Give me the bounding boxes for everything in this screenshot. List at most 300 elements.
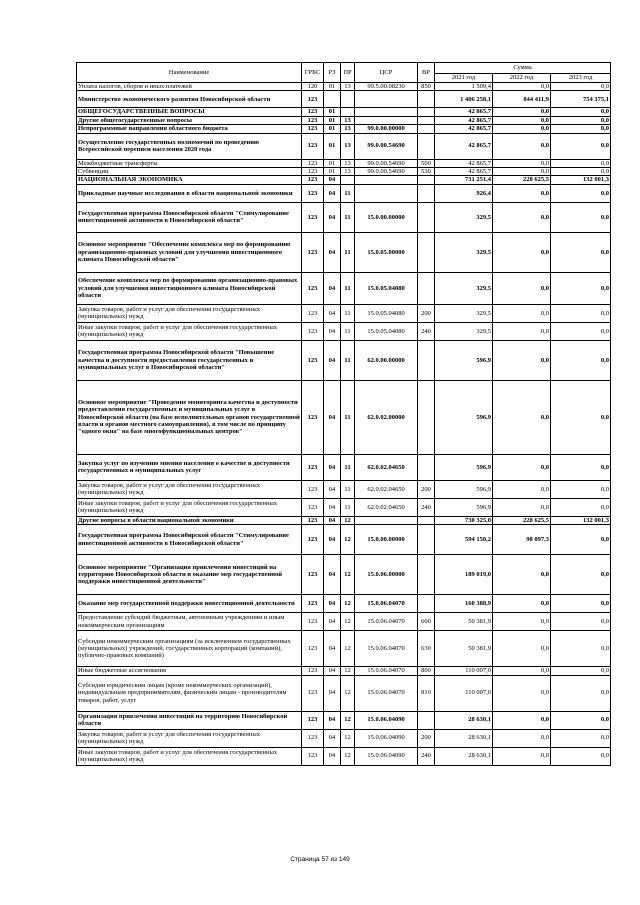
- cell-rz: 04: [324, 304, 341, 322]
- cell-csr: [355, 116, 418, 124]
- table-row: [77, 272, 611, 304]
- table-header-row: [77, 63, 611, 74]
- cell-rz: 01: [324, 159, 341, 167]
- cell-pr: 12: [341, 595, 355, 613]
- cell-2022: 0,0: [493, 380, 551, 454]
- cell-rz: 01: [324, 168, 341, 176]
- cell-vr: 630: [418, 631, 435, 667]
- cell-name: Иные бюджетные ассигнования: [77, 667, 302, 675]
- header-csr: ЦСР: [355, 63, 418, 83]
- cell-grbs: 123: [302, 711, 324, 729]
- cell-csr: 99.0.00.54690: [355, 159, 418, 167]
- cell-grbs: 123: [302, 232, 324, 272]
- cell-2023: 0,0: [551, 595, 611, 613]
- cell-grbs: 123: [302, 380, 324, 454]
- cell-2021: 42 865,7: [435, 125, 493, 133]
- cell-2021: 50 381,9: [435, 613, 493, 631]
- cell-2023: 0,0: [551, 116, 611, 124]
- table-row: [77, 340, 611, 380]
- page-number: Страница 57 из 149: [290, 856, 350, 863]
- cell-name: Иные закупки товаров, работ и услуг для обеспечения государственных (муниципальных) нужд: [77, 322, 302, 340]
- cell-grbs: 123: [302, 667, 324, 675]
- cell-vr: [418, 711, 435, 729]
- cell-2021: 596,9: [435, 498, 493, 516]
- cell-pr: 12: [341, 729, 355, 747]
- cell-rz: [324, 91, 341, 108]
- cell-vr: [418, 176, 435, 184]
- cell-2022: 228 625,5: [493, 516, 551, 524]
- table-row: [77, 184, 611, 202]
- cell-vr: [418, 380, 435, 454]
- cell-2022: 0,0: [493, 202, 551, 232]
- cell-name: Закупка товаров, работ и услуг для обеспечения государственных (муниципальных) нужд: [77, 480, 302, 498]
- cell-2023: 0,0: [551, 83, 611, 91]
- cell-pr: 11: [341, 232, 355, 272]
- cell-rz: 04: [324, 729, 341, 747]
- cell-vr: [418, 516, 435, 524]
- cell-2021: 42 865,7: [435, 133, 493, 159]
- cell-csr: [355, 176, 418, 184]
- table-row: [77, 133, 611, 159]
- cell-2023: 0,0: [551, 168, 611, 176]
- cell-rz: 04: [324, 525, 341, 555]
- cell-pr: 11: [341, 340, 355, 380]
- cell-grbs: 123: [302, 116, 324, 124]
- table-row: [77, 595, 611, 613]
- cell-name: Обеспечение комплекса мер по формированию организационно-правовых условий для улучшения инвестиционного климата Новосибирской области: [77, 272, 302, 304]
- cell-2022: 0,0: [493, 168, 551, 176]
- cell-csr: 62.0.02.00000: [355, 380, 418, 454]
- cell-csr: 99.0.00.54690: [355, 168, 418, 176]
- cell-grbs: 123: [302, 729, 324, 747]
- header-sum: Сумма: [435, 63, 611, 74]
- header-vr: ВР: [418, 63, 435, 83]
- cell-2023: 0,0: [551, 498, 611, 516]
- cell-vr: 200: [418, 729, 435, 747]
- cell-vr: [418, 184, 435, 202]
- cell-2021: 329,5: [435, 232, 493, 272]
- cell-2022: 0,0: [493, 711, 551, 729]
- cell-rz: 04: [324, 675, 341, 711]
- cell-name: Иные закупки товаров, работ и услуг для обеспечения государственных (муниципальных) нужд: [77, 498, 302, 516]
- cell-name: Государственная программа Новосибирской области "Стимулирование инвестиционной активности в Новосибирской области": [77, 202, 302, 232]
- cell-pr: 11: [341, 480, 355, 498]
- cell-csr: 15.0.06.00000: [355, 555, 418, 595]
- cell-2023: 132 001,3: [551, 516, 611, 524]
- cell-csr: 15.0.00.00000: [355, 202, 418, 232]
- cell-pr: 11: [341, 272, 355, 304]
- cell-2021: 926,4: [435, 184, 493, 202]
- table-row: [77, 747, 611, 765]
- table-row: [77, 516, 611, 524]
- cell-vr: [418, 116, 435, 124]
- cell-2021: 596,9: [435, 340, 493, 380]
- cell-name: Межбюджетные трансферты: [77, 159, 302, 167]
- cell-2022: 0,0: [493, 304, 551, 322]
- cell-2023: 0,0: [551, 108, 611, 116]
- cell-csr: 15.0.05.04080: [355, 322, 418, 340]
- cell-grbs: 123: [302, 202, 324, 232]
- cell-vr: [418, 108, 435, 116]
- cell-csr: 15.0.06.04070: [355, 595, 418, 613]
- cell-2023: 0,0: [551, 555, 611, 595]
- cell-csr: 99.0.00.54690: [355, 133, 418, 159]
- cell-csr: 62.0.00.00000: [355, 340, 418, 380]
- budget-table: [76, 62, 611, 766]
- cell-name: Осуществление государственных полномочий по проведению Всероссийской переписи населения 2020 года: [77, 133, 302, 159]
- cell-pr: 12: [341, 675, 355, 711]
- cell-pr: 12: [341, 667, 355, 675]
- cell-2022: 0,0: [493, 454, 551, 480]
- cell-2021: 1 509,4: [435, 83, 493, 91]
- cell-2023: 0,0: [551, 747, 611, 765]
- cell-pr: 12: [341, 525, 355, 555]
- cell-2022: 0,0: [493, 555, 551, 595]
- cell-name: Основное мероприятие "Проведение мониторинга качества и доступности предоставления государственных и муниципальных услуг в Новосибирской области (на базе исполнительных органов государственной власти и органов местного самоуправления), в том числе по принципу "одного окна" на базе многофункциональных центров": [77, 380, 302, 454]
- cell-2021: 50 381,9: [435, 631, 493, 667]
- cell-rz: 04: [324, 176, 341, 184]
- cell-csr: 15.0.06.04070: [355, 631, 418, 667]
- cell-rz: 04: [324, 516, 341, 524]
- table-row: [77, 498, 611, 516]
- cell-rz: 04: [324, 747, 341, 765]
- cell-2023: 0,0: [551, 159, 611, 167]
- header-year-2021: 2021 год: [435, 74, 493, 83]
- cell-csr: 99.5.00.08230: [355, 83, 418, 91]
- cell-vr: [418, 525, 435, 555]
- cell-pr: 12: [341, 631, 355, 667]
- cell-2021: 189 019,0: [435, 555, 493, 595]
- cell-2022: 98 097,3: [493, 525, 551, 555]
- cell-vr: 600: [418, 613, 435, 631]
- cell-2021: 596,9: [435, 380, 493, 454]
- cell-grbs: 123: [302, 595, 324, 613]
- cell-2021: 329,5: [435, 202, 493, 232]
- cell-vr: 810: [418, 675, 435, 711]
- cell-csr: [355, 91, 418, 108]
- cell-2022: 844 411,9: [493, 91, 551, 108]
- table-row: [77, 83, 611, 91]
- cell-2022: 0,0: [493, 498, 551, 516]
- cell-grbs: 123: [302, 525, 324, 555]
- cell-rz: 04: [324, 595, 341, 613]
- cell-2023: 0,0: [551, 729, 611, 747]
- cell-vr: [418, 202, 435, 232]
- cell-vr: 240: [418, 747, 435, 765]
- cell-2022: 0,0: [493, 340, 551, 380]
- table-row: [77, 176, 611, 184]
- header-year-2022: 2022 год: [493, 74, 551, 83]
- table-row: [77, 613, 611, 631]
- cell-vr: 200: [418, 304, 435, 322]
- cell-pr: 11: [341, 498, 355, 516]
- cell-2022: 0,0: [493, 184, 551, 202]
- cell-name: Закупка товаров, работ и услуг для обеспечения государственных (муниципальных) нужд: [77, 729, 302, 747]
- cell-name: Основное мероприятие "Обеспечение комплекса мер по формированию организационно-правовых условий для улучшения инвестиционного климата Новосибирской области": [77, 232, 302, 272]
- cell-vr: [418, 454, 435, 480]
- cell-2021: 28 630,1: [435, 747, 493, 765]
- cell-grbs: 123: [302, 613, 324, 631]
- table-row: [77, 304, 611, 322]
- cell-2023: 0,0: [551, 232, 611, 272]
- cell-2021: 42 865,7: [435, 159, 493, 167]
- cell-2023: 0,0: [551, 631, 611, 667]
- cell-2021: 42 865,7: [435, 116, 493, 124]
- cell-2021: 110 007,0: [435, 675, 493, 711]
- cell-grbs: 120: [302, 83, 324, 91]
- cell-pr: 12: [341, 747, 355, 765]
- cell-rz: 04: [324, 272, 341, 304]
- cell-2022: 0,0: [493, 631, 551, 667]
- cell-pr: 12: [341, 555, 355, 595]
- cell-grbs: 123: [302, 498, 324, 516]
- cell-rz: 04: [324, 498, 341, 516]
- cell-name: Другие общегосударственные вопросы: [77, 116, 302, 124]
- cell-2023: 0,0: [551, 184, 611, 202]
- cell-csr: 62.0.02.04650: [355, 498, 418, 516]
- cell-2022: 0,0: [493, 595, 551, 613]
- cell-csr: 15.0.06.04070: [355, 675, 418, 711]
- cell-2022: 0,0: [493, 480, 551, 498]
- cell-2021: 42 865,7: [435, 108, 493, 116]
- cell-rz: 01: [324, 133, 341, 159]
- cell-pr: 11: [341, 184, 355, 202]
- cell-rz: 01: [324, 116, 341, 124]
- cell-vr: 800: [418, 667, 435, 675]
- header-grbs: ГРБС: [302, 63, 324, 83]
- cell-grbs: 123: [302, 340, 324, 380]
- cell-vr: 530: [418, 168, 435, 176]
- cell-2023: 0,0: [551, 613, 611, 631]
- cell-vr: [418, 133, 435, 159]
- cell-name: Основное мероприятие "Организация привлечения инвестиций на территорию Новосибирской области и оказание мер государственной поддержки инвестиционной деятельности": [77, 555, 302, 595]
- cell-vr: [418, 340, 435, 380]
- cell-2021: 329,5: [435, 304, 493, 322]
- cell-pr: 13: [341, 125, 355, 133]
- cell-csr: 15.0.06.04090: [355, 747, 418, 765]
- cell-grbs: 123: [302, 454, 324, 480]
- cell-name: Министерство экономического развития Новосибирской области: [77, 91, 302, 108]
- table-row: [77, 631, 611, 667]
- cell-2021: 596,9: [435, 480, 493, 498]
- cell-csr: [355, 516, 418, 524]
- cell-grbs: 123: [302, 322, 324, 340]
- cell-grbs: 123: [302, 516, 324, 524]
- cell-pr: 12: [341, 516, 355, 524]
- cell-grbs: 123: [302, 108, 324, 116]
- cell-2022: 0,0: [493, 322, 551, 340]
- cell-csr: 15.0.06.04070: [355, 667, 418, 675]
- cell-csr: 62.0.02.04650: [355, 480, 418, 498]
- cell-vr: 240: [418, 498, 435, 516]
- cell-2022: 0,0: [493, 108, 551, 116]
- cell-rz: 04: [324, 631, 341, 667]
- cell-pr: 11: [341, 322, 355, 340]
- cell-pr: [341, 91, 355, 108]
- table-row: [77, 729, 611, 747]
- cell-2022: 0,0: [493, 729, 551, 747]
- table-row: [77, 108, 611, 116]
- cell-name: Иные закупки товаров, работ и услуг для обеспечения государственных (муниципальных) нужд: [77, 747, 302, 765]
- cell-pr: [341, 176, 355, 184]
- cell-name: Уплата налогов, сборов и иных платежей: [77, 83, 302, 91]
- cell-name: Субвенции: [77, 168, 302, 176]
- table-row: [77, 667, 611, 675]
- cell-name: Закупка товаров, работ и услуг для обеспечения государственных (муниципальных) нужд: [77, 304, 302, 322]
- cell-csr: 62.0.02.04650: [355, 454, 418, 480]
- cell-2023: 754 375,1: [551, 91, 611, 108]
- cell-grbs: 123: [302, 133, 324, 159]
- cell-2023: 0,0: [551, 322, 611, 340]
- cell-name: Прикладные научные исследования в области национальной экономики: [77, 184, 302, 202]
- table-row: [77, 675, 611, 711]
- cell-2021: 28 630,1: [435, 711, 493, 729]
- cell-csr: 99.0.00.00000: [355, 125, 418, 133]
- cell-rz: 04: [324, 184, 341, 202]
- cell-csr: 15.0.00.00000: [355, 525, 418, 555]
- cell-2023: 0,0: [551, 667, 611, 675]
- cell-pr: 13: [341, 168, 355, 176]
- cell-rz: 04: [324, 555, 341, 595]
- cell-2023: 0,0: [551, 711, 611, 729]
- cell-name: Оказание мер государственной поддержки инвестиционной деятельности: [77, 595, 302, 613]
- cell-name: Государственная программа Новосибирской области "Стимулирование инвестиционной активности в Новосибирской области": [77, 525, 302, 555]
- cell-vr: [418, 595, 435, 613]
- cell-grbs: 123: [302, 747, 324, 765]
- cell-2023: 0,0: [551, 480, 611, 498]
- cell-grbs: 123: [302, 675, 324, 711]
- cell-grbs: 123: [302, 159, 324, 167]
- cell-grbs: 123: [302, 304, 324, 322]
- cell-vr: [418, 555, 435, 595]
- cell-rz: 04: [324, 380, 341, 454]
- cell-grbs: 123: [302, 91, 324, 108]
- cell-name: Другие вопросы в области национальной экономики: [77, 516, 302, 524]
- table-row: [77, 711, 611, 729]
- cell-csr: 15.0.06.04090: [355, 729, 418, 747]
- cell-2021: 329,5: [435, 272, 493, 304]
- cell-2023: 0,0: [551, 380, 611, 454]
- cell-vr: [418, 91, 435, 108]
- cell-2023: 0,0: [551, 125, 611, 133]
- cell-rz: 04: [324, 613, 341, 631]
- cell-2021: 42 865,7: [435, 168, 493, 176]
- cell-vr: 850: [418, 83, 435, 91]
- cell-grbs: 123: [302, 176, 324, 184]
- cell-vr: [418, 125, 435, 133]
- cell-csr: 15.0.06.04090: [355, 711, 418, 729]
- cell-2021: 730 325,0: [435, 516, 493, 524]
- table-row: [77, 91, 611, 108]
- cell-2022: 0,0: [493, 125, 551, 133]
- table-row: [77, 322, 611, 340]
- cell-pr: [341, 108, 355, 116]
- cell-grbs: 123: [302, 480, 324, 498]
- cell-2023: 0,0: [551, 304, 611, 322]
- table-row: [77, 525, 611, 555]
- cell-2022: 0,0: [493, 83, 551, 91]
- cell-csr: [355, 184, 418, 202]
- cell-pr: 11: [341, 380, 355, 454]
- cell-pr: 13: [341, 159, 355, 167]
- cell-2022: 228 625,5: [493, 176, 551, 184]
- cell-pr: 13: [341, 83, 355, 91]
- cell-grbs: 123: [302, 168, 324, 176]
- cell-2021: 1 406 258,1: [435, 91, 493, 108]
- cell-vr: 200: [418, 480, 435, 498]
- cell-name: Субсидии некоммерческим организациям (за исключением государственных (муниципальных) учреждений, государственных корпораций (компаний), публично-правовых компаний): [77, 631, 302, 667]
- cell-2023: 0,0: [551, 675, 611, 711]
- cell-2022: 0,0: [493, 159, 551, 167]
- cell-pr: 11: [341, 304, 355, 322]
- cell-name: Непрограммные направления областного бюджета: [77, 125, 302, 133]
- cell-2022: 0,0: [493, 232, 551, 272]
- table-row: [77, 116, 611, 124]
- cell-vr: 240: [418, 322, 435, 340]
- cell-2023: 0,0: [551, 202, 611, 232]
- cell-grbs: 123: [302, 631, 324, 667]
- table-body: [77, 83, 611, 766]
- cell-pr: 13: [341, 116, 355, 124]
- cell-2023: 0,0: [551, 272, 611, 304]
- cell-2023: 0,0: [551, 525, 611, 555]
- cell-grbs: 123: [302, 272, 324, 304]
- cell-grbs: 123: [302, 125, 324, 133]
- cell-2022: 0,0: [493, 675, 551, 711]
- table-row: [77, 159, 611, 167]
- table-row: [77, 454, 611, 480]
- cell-rz: 04: [324, 454, 341, 480]
- header-rz: РЗ: [324, 63, 341, 83]
- cell-csr: 15.0.05.04080: [355, 272, 418, 304]
- table-row: [77, 168, 611, 176]
- cell-csr: 15.0.05.04080: [355, 304, 418, 322]
- cell-rz: 04: [324, 667, 341, 675]
- cell-pr: 11: [341, 454, 355, 480]
- cell-2022: 0,0: [493, 272, 551, 304]
- cell-vr: 500: [418, 159, 435, 167]
- cell-pr: 13: [341, 133, 355, 159]
- table-row: [77, 232, 611, 272]
- cell-2023: 0,0: [551, 133, 611, 159]
- cell-2021: 594 150,2: [435, 525, 493, 555]
- cell-2021: 596,9: [435, 454, 493, 480]
- cell-name: Организация привлечения инвестиций на территорию Новосибирской области: [77, 711, 302, 729]
- cell-pr: 12: [341, 613, 355, 631]
- header-name: Наименование: [77, 63, 302, 83]
- cell-2021: 110 007,0: [435, 667, 493, 675]
- cell-2021: 160 388,9: [435, 595, 493, 613]
- cell-2021: 28 630,1: [435, 729, 493, 747]
- cell-csr: [355, 108, 418, 116]
- cell-name: Предоставление субсидий бюджетным, автономным учреждениям и иным некоммерческим организациям: [77, 613, 302, 631]
- cell-2021: 329,5: [435, 322, 493, 340]
- cell-grbs: 123: [302, 184, 324, 202]
- cell-2022: 0,0: [493, 667, 551, 675]
- cell-pr: 11: [341, 202, 355, 232]
- cell-2022: 0,0: [493, 613, 551, 631]
- table-row: [77, 380, 611, 454]
- header-year-2023: 2023 год: [551, 74, 611, 83]
- cell-vr: [418, 272, 435, 304]
- table-row: [77, 125, 611, 133]
- cell-rz: 04: [324, 232, 341, 272]
- cell-2021: 731 251,4: [435, 176, 493, 184]
- cell-rz: 04: [324, 480, 341, 498]
- cell-name: НАЦИОНАЛЬНАЯ ЭКОНОМИКА: [77, 176, 302, 184]
- cell-csr: 15.0.05.00000: [355, 232, 418, 272]
- cell-2023: 0,0: [551, 454, 611, 480]
